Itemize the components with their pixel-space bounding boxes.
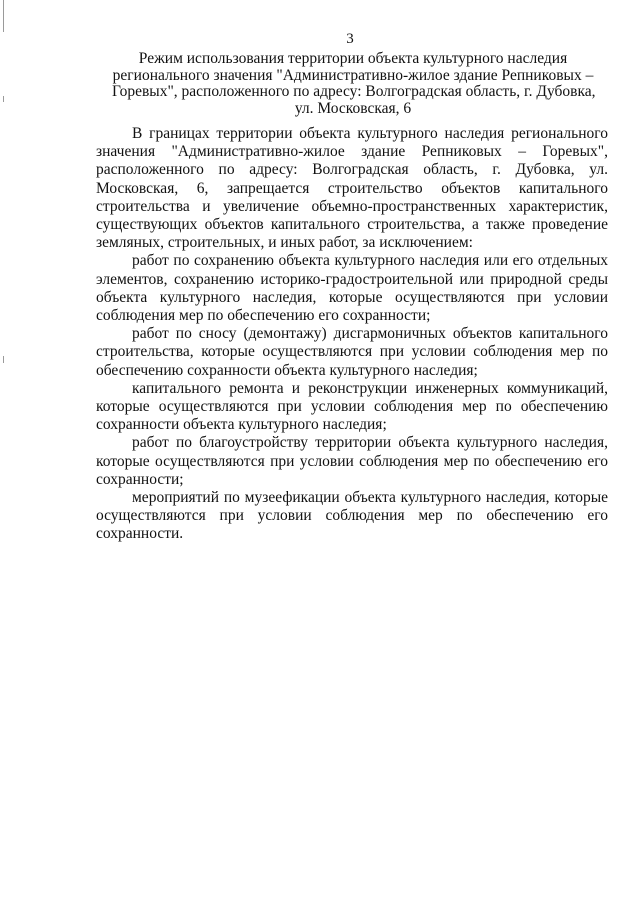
document-heading — [112, 51, 594, 117]
paragraph-exception-museum: мероприятий по музеефикации объекта культурного наследия, которые осуществляются при условии соблюдения мер по обеспечению его сохранности. — [96, 489, 608, 543]
heading-line: регионального значения "Административно-жилое здание Репниковых – — [112, 66, 594, 84]
page-number: 3 — [346, 31, 354, 47]
heading-line: Режим использования территории объекта культурного наследия — [138, 50, 568, 67]
paragraph-restrictions-intro: В границах территории объекта культурного наследия регионального значения "Административно-жилое здание Репниковых – Горевых", расположенного по адресу: Волгоградская область, г. Дубовка, ул. Московская, 6, запрещается строительство объектов капитального строительства и увеличение объемно-пространственных характеристик, существующих объектов капитального строительства, а также проведение земляных, строительных, и иных работ, за исключением: — [96, 125, 608, 252]
heading-line: Горевых", расположенного по адресу: Волгоградская область, г. Дубовка, — [112, 83, 596, 100]
paragraph-exception-demolition: работ по сносу (демонтажу) дисгармоничных объектов капитального строительства, которые осуществляются при условии соблюдения мер по обеспечению сохранности объекта культурного наследия; — [96, 325, 608, 379]
heading-line: ул. Московская, 6 — [294, 99, 412, 117]
scan-edge-mark — [3, 0, 4, 32]
paragraph-exception-preservation: работ по сохранению объекта культурного наследия или его отдельных элементов, сохранению историко-градостроительной или природной среды объекта культурного наследия, которые осуществляются при условии соблюдения мер по обеспечению его сохранности; — [96, 252, 608, 325]
scan-edge-mark — [3, 356, 4, 363]
paragraph-exception-utilities: капитального ремонта и реконструкции инженерных коммуникаций, которые осуществляются при условии соблюдения мер по обеспечению сохранности объекта культурного наследия; — [96, 379, 608, 434]
paragraph-exception-landscaping: работ по благоустройству территории объекта культурного наследия, которые осуществляются при условии соблюдения мер по обеспечению его сохранности; — [96, 434, 608, 488]
document-body — [96, 125, 608, 544]
scan-edge-mark — [3, 96, 4, 102]
